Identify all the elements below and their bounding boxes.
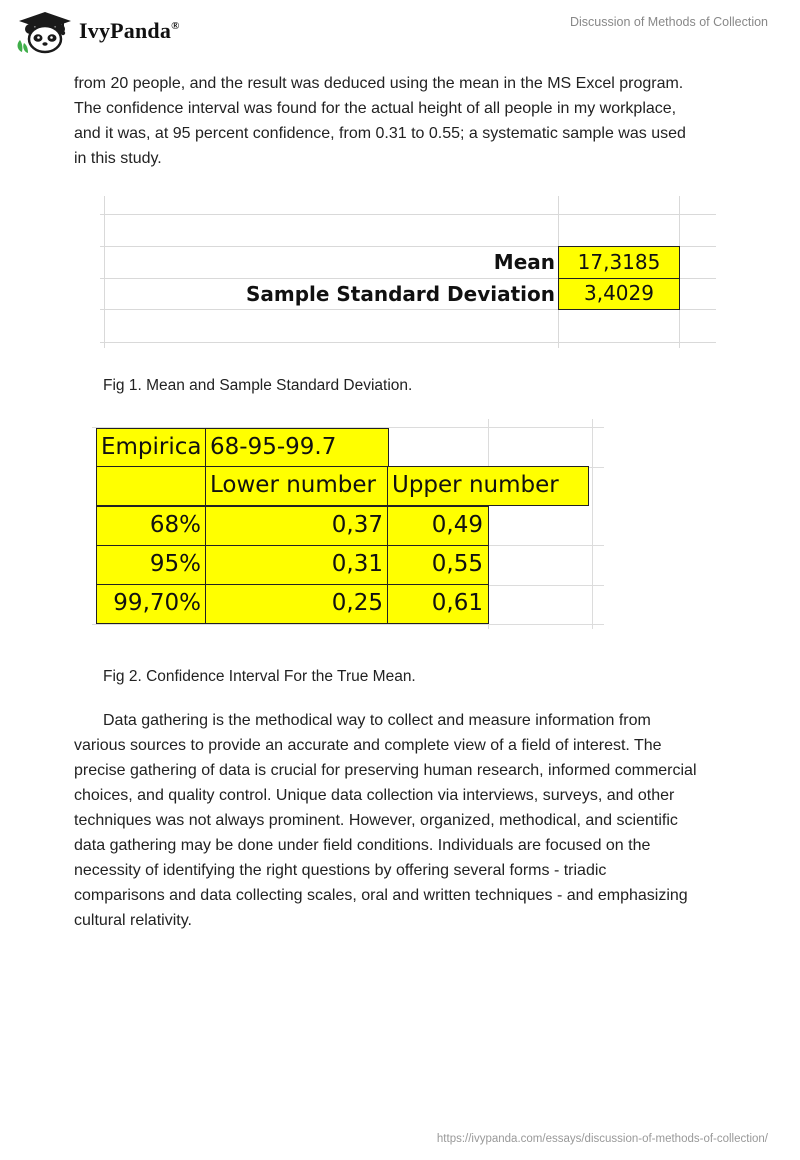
mean-value-cell: 17,3185 (558, 246, 680, 279)
table-row-level: 68% (96, 506, 207, 546)
figure-1-caption: Fig 1. Mean and Sample Standard Deviation. (103, 377, 413, 394)
table-row-upper: 0,49 (387, 506, 489, 546)
grid-line (100, 342, 716, 343)
grid-line (92, 624, 604, 625)
text-line: precise gathering of data is crucial for preserving human research, informed commercial (74, 762, 697, 779)
paragraph-intro (74, 71, 734, 171)
table-row-upper: 0,61 (387, 584, 489, 624)
table-cell: Empirica (96, 428, 207, 468)
table-row-upper: 0,55 (387, 545, 489, 585)
text-line: techniques was not always prominent. However, organized, methodical, and scientific (74, 812, 678, 829)
ivypanda-logo-icon[interactable] (16, 10, 74, 54)
table-row-lower: 0,37 (205, 506, 389, 546)
grid-line (100, 214, 716, 215)
sd-label: Sample Standard Deviation (245, 282, 555, 306)
figure-mean-sd (100, 196, 716, 348)
text-line: cultural relativity. (74, 912, 192, 929)
text-line: choices, and quality control. Unique data collection via interviews, surveys, and other (74, 787, 675, 804)
table-row-level: 99,70% (96, 584, 207, 624)
mean-label: Mean (493, 250, 555, 274)
grid-line (592, 419, 593, 629)
paragraph-data-gathering (74, 708, 734, 933)
table-row-level: 95% (96, 545, 207, 585)
brand-name[interactable]: IvyPanda® (79, 18, 180, 43)
column-header-upper: Upper number (387, 466, 589, 506)
grid-line (104, 196, 105, 348)
source-url[interactable]: https://ivypanda.com/essays/discussion-of-methods-of-collection/ (436, 1133, 768, 1145)
text-line: various sources to provide an accurate and complete view of a field of interest. The (74, 737, 662, 754)
text-line: necessity of identifying the right questions by offering several forms - triadic (74, 862, 607, 879)
figure-confidence-interval (92, 419, 604, 629)
table-row-lower: 0,31 (205, 545, 389, 585)
table-cell: 68-95-99.7 (205, 428, 389, 468)
text-line: comparisons and data collecting scales, oral and written techniques - and emphasizing (74, 887, 688, 904)
text-line: The confidence interval was found for the actual height of all people in my workplace, (74, 100, 677, 117)
text-line: Data gathering is the methodical way to collect and measure information from (103, 712, 651, 729)
column-header-lower: Lower number (205, 466, 389, 506)
figure-2-caption: Fig 2. Confidence Interval For the True Mean. (103, 668, 416, 685)
grid-line (488, 585, 604, 586)
document-title: Discussion of Methods of Collection (569, 15, 768, 29)
table-row-lower: 0,25 (205, 584, 389, 624)
text-line: from 20 people, and the result was deduced using the mean in the MS Excel program. (74, 75, 684, 92)
page-header (0, 0, 800, 64)
sd-value-cell: 3,4029 (558, 278, 680, 310)
grid-line (488, 545, 604, 546)
text-line: and it was, at 95 percent confidence, from 0.31 to 0.55; a systematic sample was used (74, 125, 686, 142)
text-line: in this study. (74, 150, 162, 167)
text-line: data gathering may be done under field conditions. Individuals are focused on the (74, 837, 651, 854)
table-cell (96, 466, 207, 506)
